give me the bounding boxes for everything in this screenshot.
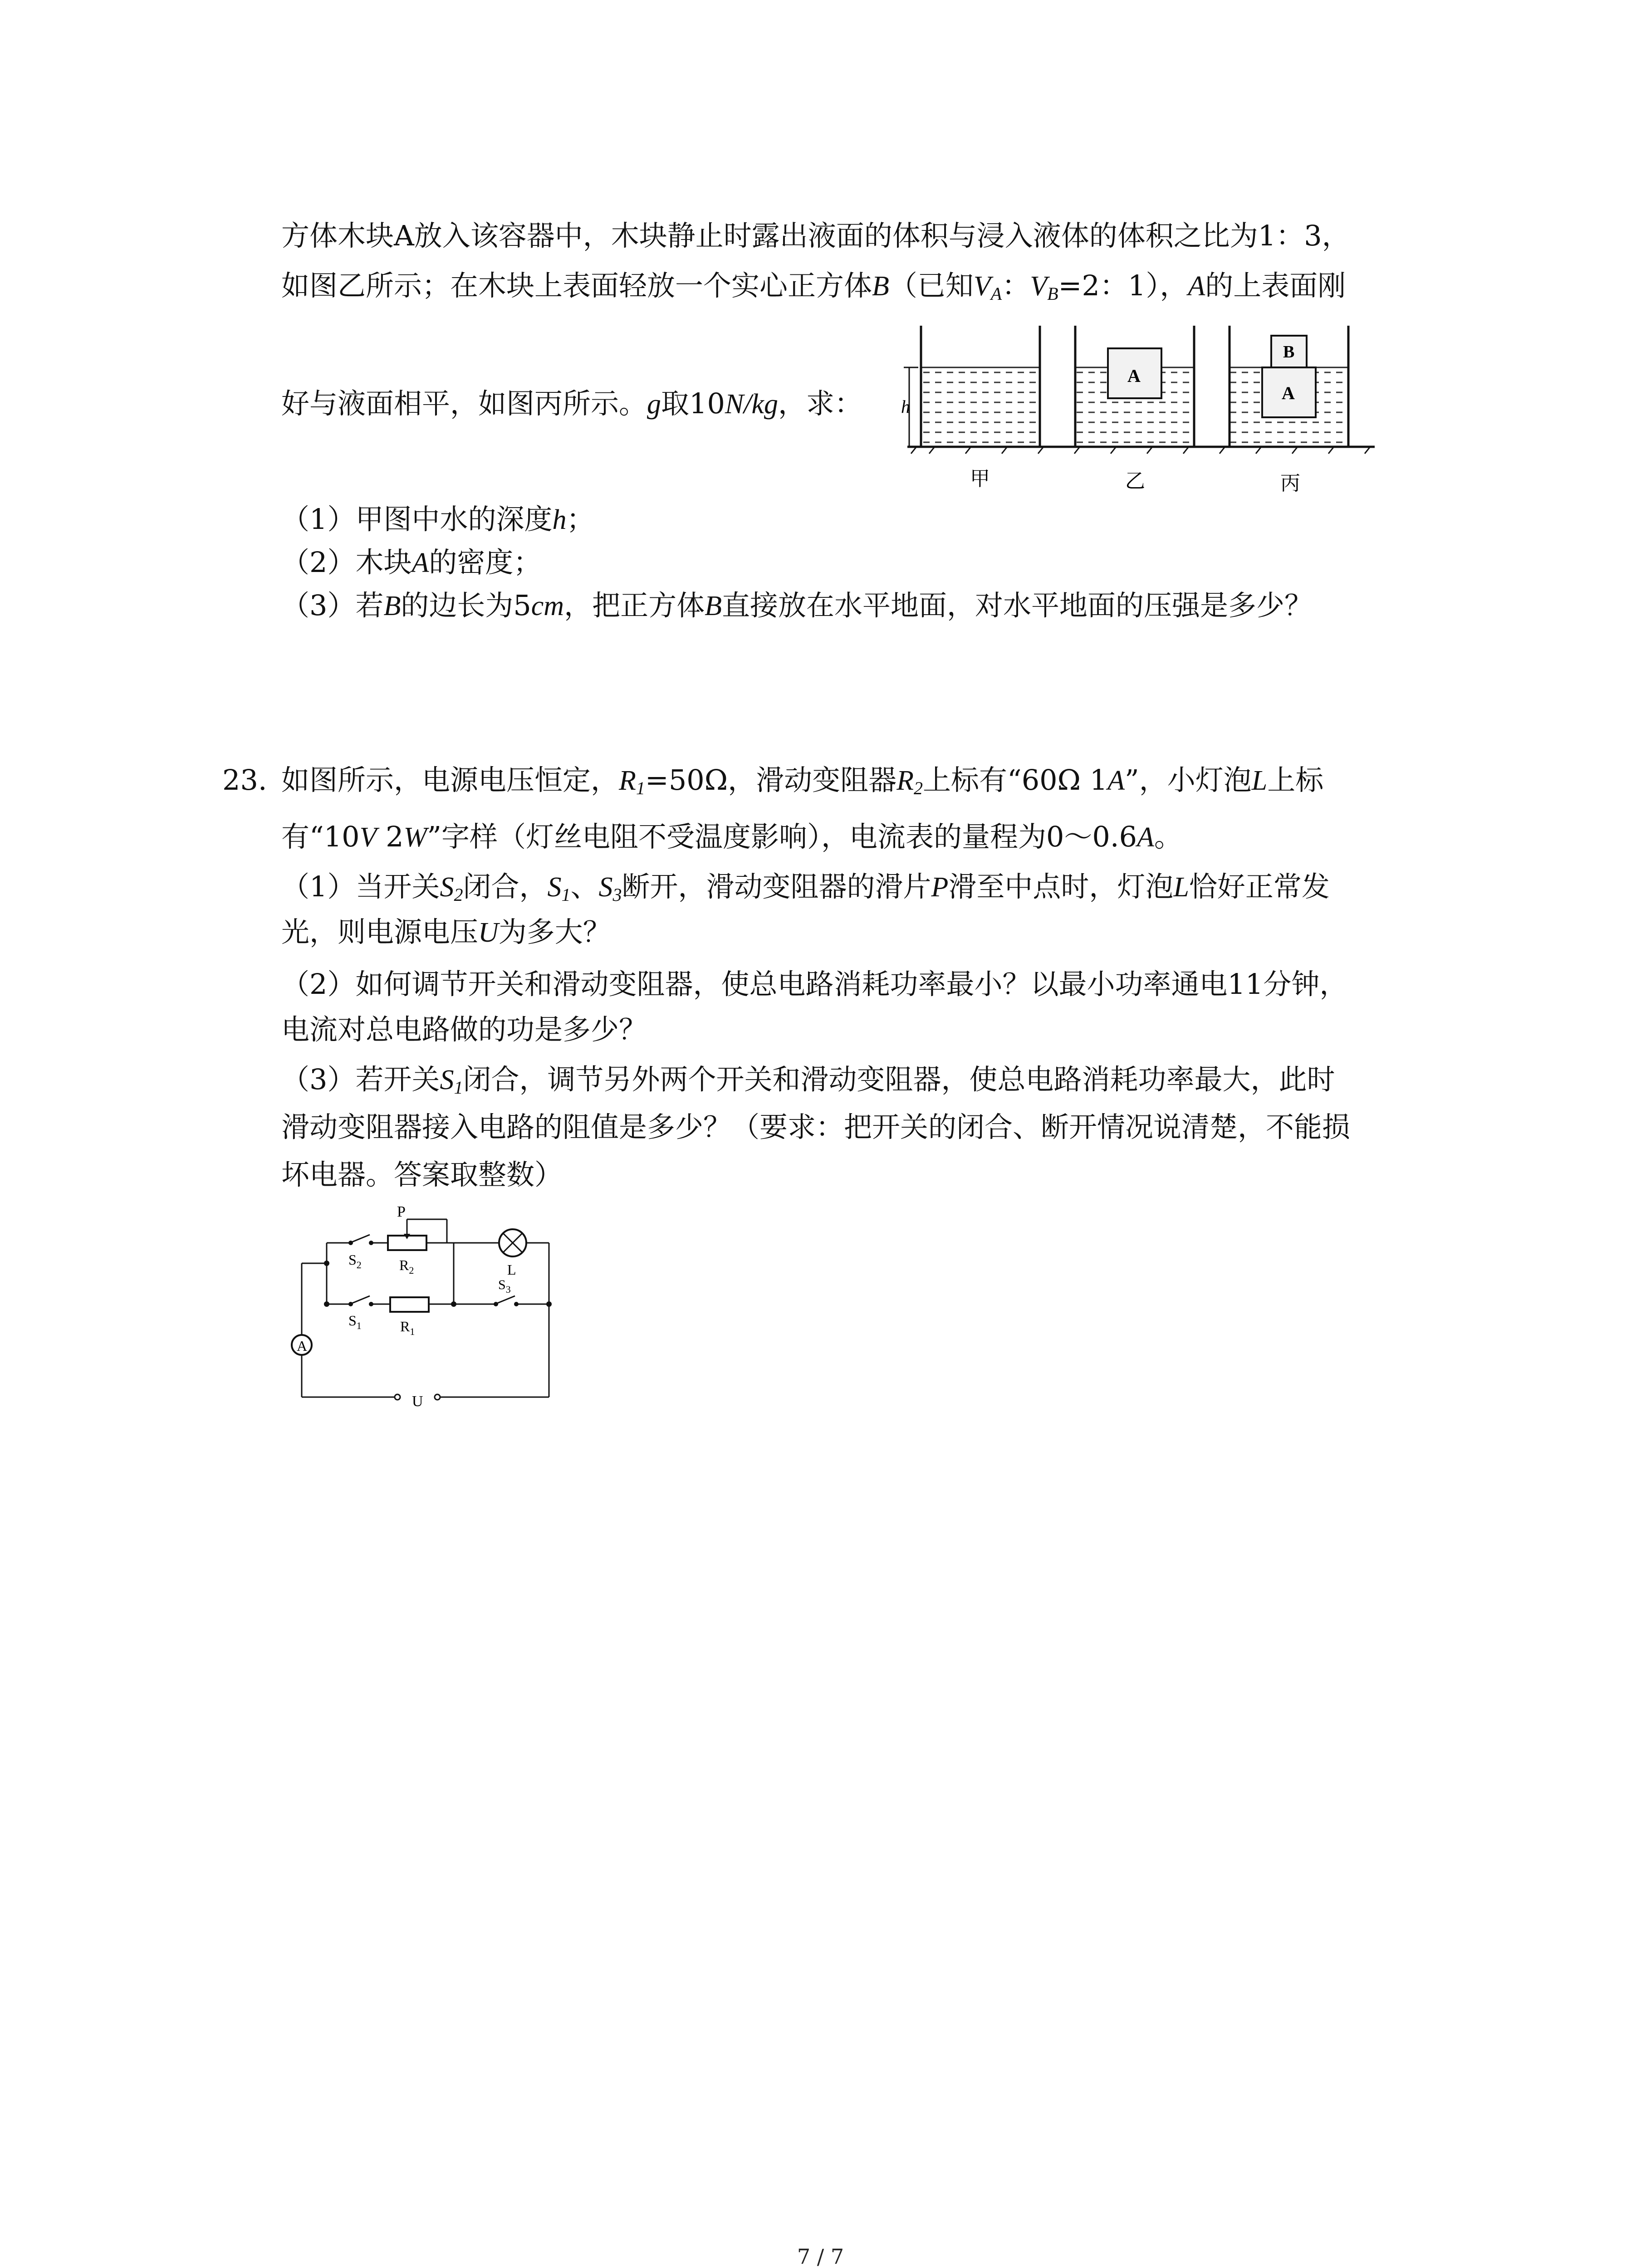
p23-question-3c: 坏电器。答案取整数） xyxy=(281,1158,563,1191)
container-jia xyxy=(921,326,1040,447)
lamp-icon xyxy=(499,1229,526,1256)
p22-line-3: 好与液面相平，如图丙所示。g取10N/kg，求： xyxy=(281,387,863,420)
p22-line-2: 如图乙所示；在木块上表面轻放一个实心正方体B（已知$V_A$：$V_B=2$：1），A的上表面刚 xyxy=(281,269,1346,304)
p23-question-3b: 滑动变阻器接入电路的阻值是多少？（要求：把开关的闭合、断开情况说清楚，不能损 xyxy=(281,1110,1351,1144)
p23-line-1: 如图所示，电源电压恒定，$R_1=50\Omega$，滑动变阻器$R_2$上标有“60Ω 1A”，小灯泡L上标 xyxy=(281,763,1324,798)
ammeter-icon xyxy=(292,1335,312,1355)
label-l: L xyxy=(507,1261,516,1278)
label-s3: $S_3$ xyxy=(498,1277,511,1295)
containers-figure xyxy=(898,318,1384,499)
label-u: U xyxy=(412,1393,423,1410)
svg-text:A: A xyxy=(1127,366,1141,386)
container-bing xyxy=(1230,326,1348,447)
p22-line-1: 方体木块A放入该容器中，木块静止时露出液面的体积与浸入液体的体积之比为1：3， xyxy=(281,219,1350,252)
resistor-r1 xyxy=(390,1297,429,1312)
p23-number: 23. xyxy=(222,763,267,797)
label-s1: $S_1$ xyxy=(348,1312,362,1331)
svg-text:A: A xyxy=(297,1338,308,1354)
p23-question-2a: （2）如何调节开关和滑动变阻器，使总电路消耗功率最小？以最小功率通电11分钟， xyxy=(281,968,1348,1001)
p22-question-1: （1）甲图中水的深度h； xyxy=(281,503,595,536)
page-number: 7 / 7 xyxy=(797,2244,844,2268)
caption-yi: 乙 xyxy=(1125,470,1145,492)
p23-question-2b: 电流对总电路做的功是多少？ xyxy=(281,1013,647,1046)
label-p: P xyxy=(397,1207,406,1220)
container-yi xyxy=(1075,326,1194,447)
p23-question-1a: （1）当开关$S_2$闭合，$S_1$、$S_3$断开，滑动变阻器的滑片P滑至中点时，灯泡L恰好正常发 xyxy=(281,870,1330,905)
p22-question-3: （3）若B的边长为5cm，把正方体B直接放在水平地面，对水平地面的压强是多少？ xyxy=(281,589,1313,622)
svg-text:B: B xyxy=(1283,342,1295,362)
circuit-diagram xyxy=(281,1207,572,1420)
p23-question-3a: （3）若开关$S_1$闭合，调节另外两个开关和滑动变阻器，使总电路消耗功率最大，此时 xyxy=(281,1063,1335,1098)
label-r1: $R_1$ xyxy=(400,1318,415,1337)
p23-question-1b: 光，则电源电压U为多大？ xyxy=(281,915,611,948)
caption-bing: 丙 xyxy=(1280,472,1300,494)
svg-text:h: h xyxy=(901,396,910,417)
p23-line-2: 有“10V 2W”字样（灯丝电阻不受温度影响），电流表的量程为0～0.6A。 xyxy=(281,820,1182,853)
svg-text:A: A xyxy=(1282,383,1295,403)
label-r2: $R_2$ xyxy=(399,1257,414,1276)
label-s2: $S_2$ xyxy=(348,1251,362,1271)
caption-jia: 甲 xyxy=(970,468,990,490)
p22-question-2: （2）木块A的密度； xyxy=(281,546,542,579)
depth-marker xyxy=(901,367,918,447)
